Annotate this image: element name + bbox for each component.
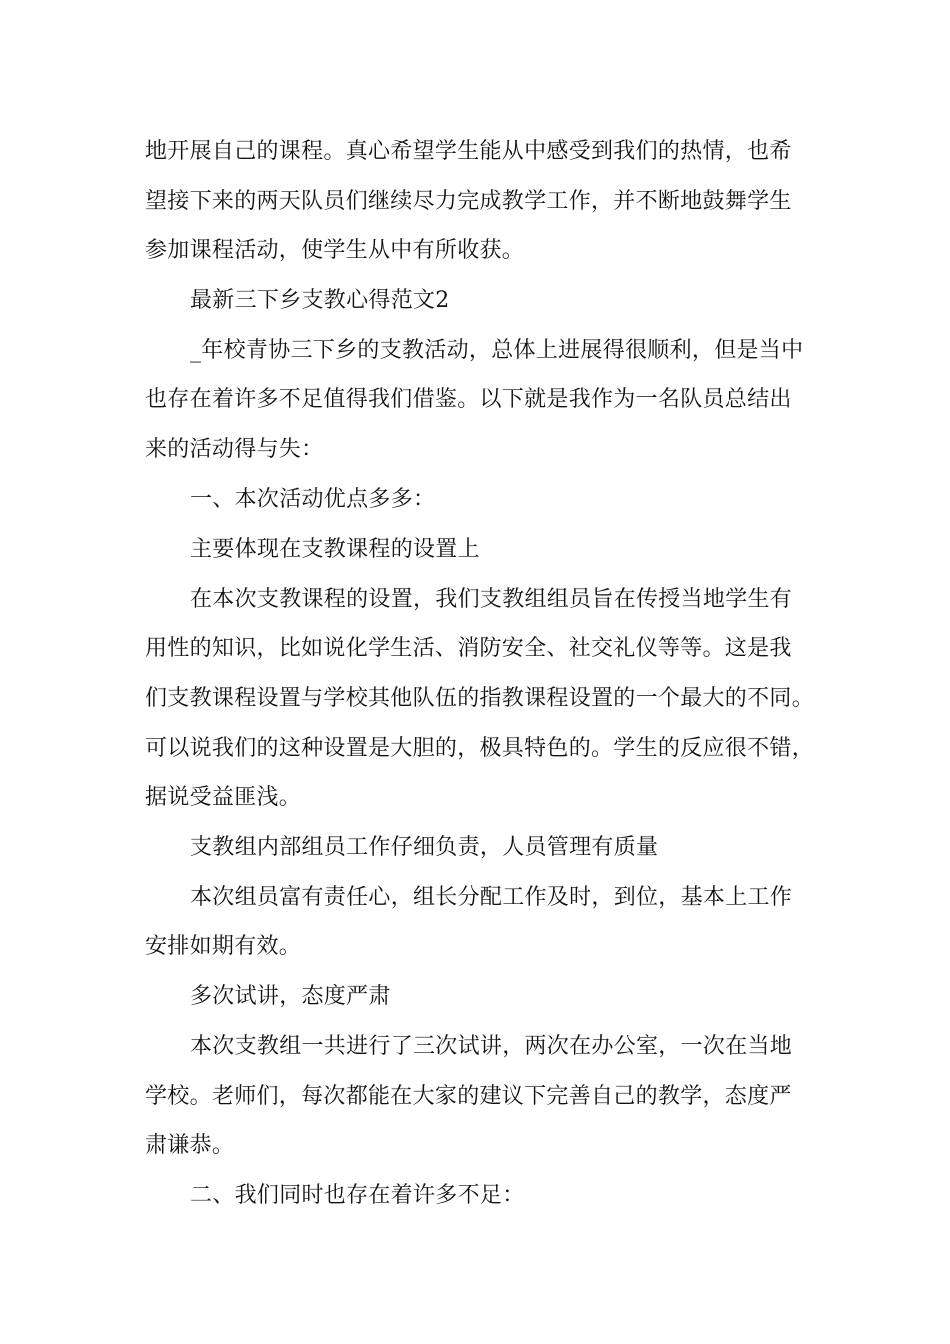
paragraph-line: 安排如期有效。	[145, 934, 302, 959]
paragraph-line: 学校。老师们，每次都能在大家的建议下完善自己的教学，态度严	[145, 1084, 792, 1109]
paragraph-line: 也存在着许多不足值得我们借鉴。以下就是我作为一名队员总结出	[145, 387, 792, 412]
paragraph-line: 本次组员富有责任心，组长分配工作及时，到位，基本上工作	[190, 885, 793, 910]
paragraph-line: 望接下来的两天队员们继续尽力完成教学工作，并不断地鼓舞学生	[145, 189, 792, 214]
paragraph-line: 可以说我们的这种设置是大胆的，极具特色的。学生的反应很不错，	[145, 736, 815, 761]
paragraph-line: 本次支教组一共进行了三次试讲，两次在办公室，一次在当地	[190, 1034, 793, 1059]
paragraph-line: 们支教课程设置与学校其他队伍的指教课程设置的一个最大的不同。	[145, 686, 815, 711]
subheading: 一、本次活动优点多多：	[190, 487, 436, 512]
paragraph-line: 据说受益匪浅。	[145, 785, 302, 810]
paragraph-line: 地开展自己的课程。真心希望学生能从中感受到我们的热情，也希	[145, 139, 792, 164]
paragraph-line: 在本次支教课程的设置，我们支教组组员旨在传授当地学生有	[190, 587, 793, 612]
paragraph-line: _年校青协三下乡的支教活动，总体上进展得很顺利，但是当中	[190, 338, 804, 363]
paragraph-line: 参加课程活动，使学生从中有所收获。	[145, 238, 525, 263]
paragraph-line: 来的活动得与失：	[145, 437, 324, 462]
paragraph-line: 肃谦恭。	[145, 1133, 235, 1158]
subheading: 主要体现在支教课程的设置上	[190, 537, 480, 562]
subheading: 支教组内部组员工作仔细负责，人员管理有质量	[190, 835, 659, 860]
subheading: 多次试讲，态度严肃	[190, 984, 391, 1009]
subheading: 二、我们同时也存在着许多不足：	[190, 1183, 525, 1208]
section-title: 最新三下乡支教心得范文2	[190, 288, 450, 313]
paragraph-line: 用性的知识，比如说化学生活、消防安全、社交礼仪等等。这是我	[145, 636, 792, 661]
